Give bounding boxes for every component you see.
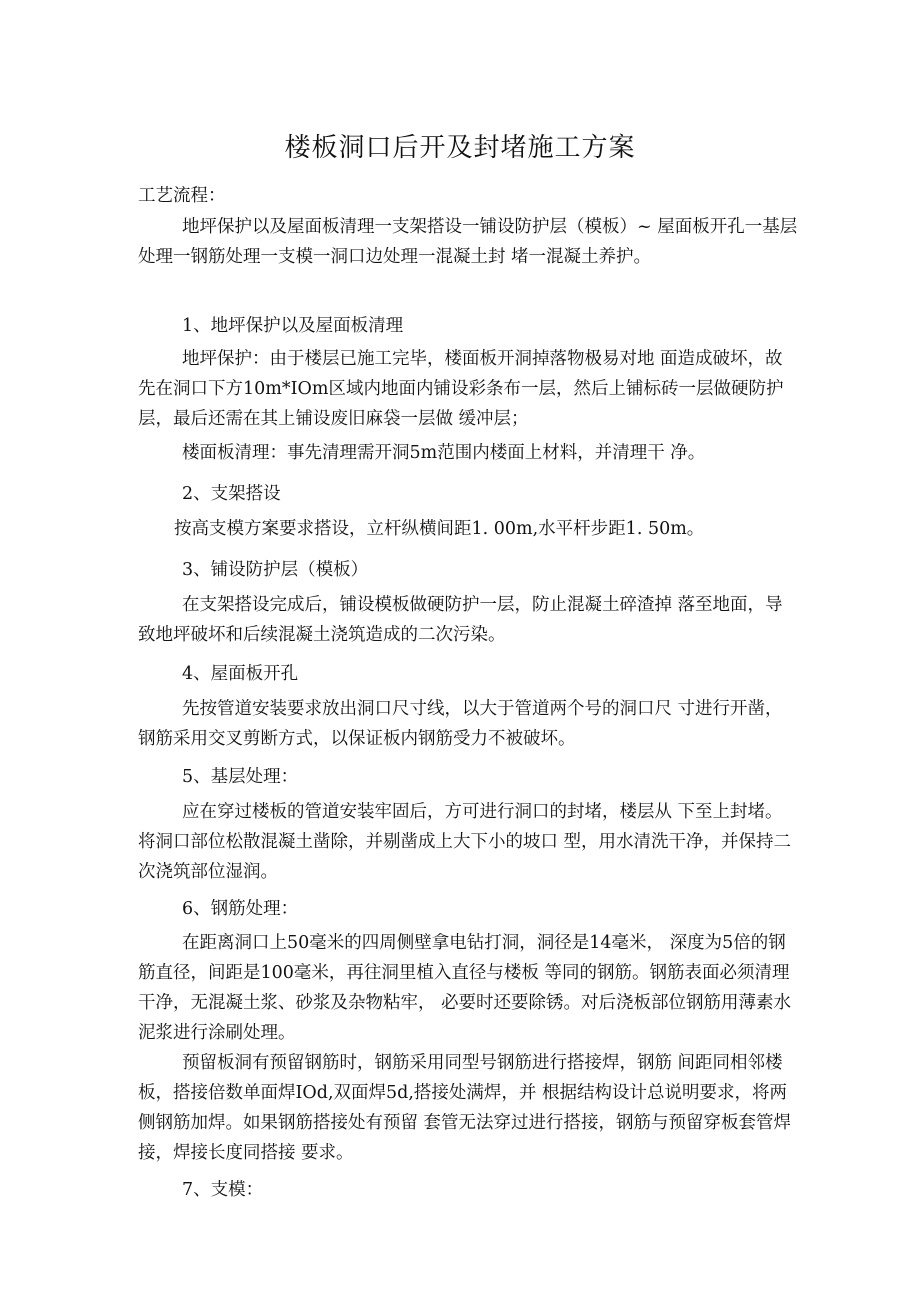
section-heading-4: 4、屋面板开孔 [182, 664, 299, 684]
section-1-body [138, 344, 798, 434]
section-heading-3: 3、铺设防护层（模板） [182, 560, 369, 580]
section-1-paragraph-1: 地坪保护：由于楼层已施工完毕，楼面板开洞掉落物极易对地 面造成破坏，故先在洞口下方10m*IOm区域内地面内铺设彩条布一层，然后上铺标砖一层做硬防护层，最后还需在其上铺设废旧麻袋一层做 缓冲层； [138, 349, 784, 429]
process-label: 工艺流程： [138, 186, 226, 206]
document-title: 楼板洞口后开及封堵施工方案 [284, 133, 636, 163]
section-1-body-2 [138, 438, 798, 468]
section-3-body [138, 590, 798, 650]
section-5-paragraph-1: 应在穿过楼板的管道安装牢固后，方可进行洞口的封堵，楼层从 下至上封堵。将洞口部位松散混凝土凿除，并剔凿成上大下小的坡口 型，用水清洗干净，并保持二次浇筑部位湿润。 [138, 802, 792, 882]
process-text: 地坪保护以及屋面板清理一支架搭设一铺设防护层（模板）~ 屋面板开孔一基层处理一钢筋处理一支模一洞口边处理一混凝土封 堵一混凝土养护。 [138, 217, 798, 267]
section-4-body [138, 694, 798, 754]
section-heading-1: 1、地坪保护以及屋面板清理 [182, 316, 404, 336]
section-3-paragraph-1: 在支架搭设完成后，铺设模板做硬防护一层，防止混凝土碎渣掉 落至地面，导致地坪破坏和后续混凝土浇筑造成的二次污染。 [138, 595, 783, 645]
section-heading-5: 5、基层处理： [182, 767, 299, 787]
process-section [138, 212, 798, 272]
section-2-body [138, 514, 798, 544]
section-6-body-2 [138, 1048, 798, 1168]
section-1-paragraph-2: 楼面板清理：事先清理需开洞5m范围内楼面上材料，并清理干 净。 [182, 443, 706, 463]
section-6-paragraph-1: 在距离洞口上50毫米的四周侧壁拿电钻打洞，洞径是14毫米， 深度为5倍的钢筋直径，间距是100毫米，再往洞里植入直径与楼板 等同的钢筋。钢筋表面必须清理干净，无混凝土浆、砂浆及杂物粘牢， 必要时还要除锈。对后浇板部位钢筋用薄素水泥浆进行涂刷处理。 [138, 933, 792, 1043]
section-2-paragraph-1: 按高支模方案要求搭设，立杆纵横间距1. 00m,水平杆步距1. 50m。 [174, 519, 705, 539]
section-4-paragraph-1: 先按管道安装要求放出洞口尺寸线，以大于管道两个号的洞口尺 寸进行开凿，钢筋采用交叉剪断方式，以保证板内钢筋受力不被破坏。 [138, 699, 783, 749]
section-5-body [138, 797, 798, 887]
section-heading-6: 6、钢筋处理： [182, 899, 299, 919]
section-heading-7: 7、支模： [182, 1180, 264, 1200]
section-heading-2: 2、支架搭设 [182, 484, 281, 504]
section-6-paragraph-2: 预留板洞有预留钢筋时，钢筋采用同型号钢筋进行搭接焊，钢筋 间距同相邻楼板，搭接倍数单面焊IOd,双面焊5d,搭接处满焊，并 根据结构设计总说明要求，将两侧钢筋加焊。如果钢筋搭接处有预留 套管无法穿过进行搭接，钢筋与预留穿板套管焊接，焊接长度同搭接 要求。 [138, 1053, 792, 1163]
section-6-body [138, 928, 798, 1048]
